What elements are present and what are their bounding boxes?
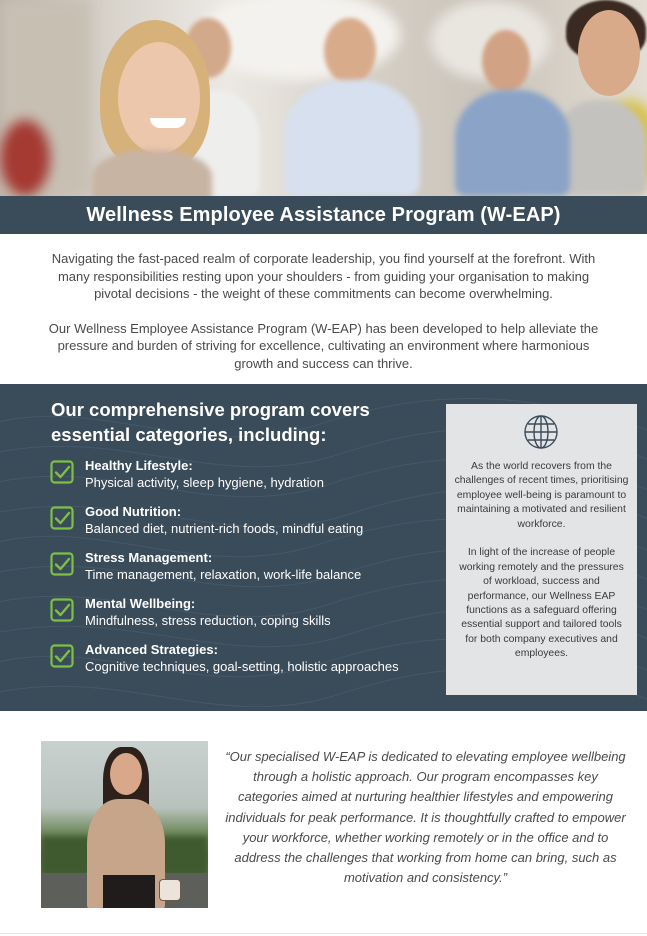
- check-icon: [50, 644, 74, 668]
- title-band: [0, 196, 647, 234]
- globe-icon: [523, 414, 559, 450]
- category-description: Time management, relaxation, work-life balance: [85, 567, 362, 582]
- intro-paragraph-2: Our Wellness Employee Assistance Program (W-EAP) has been developed to help alleviate the pressure and burden of striving for excellence, cultivating an environment where harmonious growth and success can thrive.: [48, 320, 599, 371]
- info-card: [446, 404, 637, 695]
- check-icon: [50, 552, 74, 576]
- category-title: Advanced Strategies:: [85, 642, 218, 657]
- card-paragraph-1: As the world recovers from the challenges of recent times, prioritising employee well-being is paramount to maintaining a motivated and resilient workforce.: [454, 461, 629, 530]
- intro-paragraph-1: Navigating the fast-paced realm of corporate leadership, you find yourself at the forefront. With many responsibilities resting upon your shoulders - from guiding your organisation to making pivotal decisions - the weight of these commitments can become overwhelming.: [51, 251, 596, 301]
- check-icon: [50, 506, 74, 530]
- program-heading: Our comprehensive program covers essential categories, including:: [51, 399, 370, 445]
- category-title: Stress Management:: [85, 550, 213, 565]
- category-description: Physical activity, sleep hygiene, hydration: [85, 475, 324, 490]
- category-description: Cognitive techniques, goal-setting, holistic approaches: [85, 659, 399, 674]
- portrait-photo: [41, 741, 208, 908]
- card-paragraph-2: In light of the increase of people working remotely and the pressures of workload, success and performance, our Wellness EAP functions as a safeguard offering essential support and tailored tools for both company executives and employees.: [459, 547, 624, 660]
- category-advanced-strategies: [50, 642, 430, 688]
- check-icon: [50, 460, 74, 484]
- card-text: [454, 460, 629, 676]
- intro-text: [40, 250, 607, 389]
- category-description: Mindfulness, stress reduction, coping skills: [85, 613, 331, 628]
- testimonial-quote: “Our specialised W-EAP is dedicated to elevating employee wellbeing through a holistic approach. Our program encompasses key categories aimed at nurturing healthier lifestyles and empowering individuals for peak performance. It is thoughtfully crafted to empower your workforce, whether working remotely or in the office and to address the challenges that working from home can bring, such as motivation and consistency.”: [225, 749, 626, 886]
- program-section: [0, 384, 647, 711]
- category-good-nutrition: [50, 504, 430, 550]
- page-title: Wellness Employee Assistance Program (W-EAP): [86, 203, 561, 226]
- category-list: [50, 458, 430, 688]
- category-title: Mental Wellbeing:: [85, 596, 196, 611]
- category-healthy-lifestyle: [50, 458, 430, 504]
- divider: [0, 933, 647, 934]
- category-mental-wellbeing: [50, 596, 430, 642]
- check-icon: [50, 598, 74, 622]
- category-stress-management: [50, 550, 430, 596]
- hero-photo: [0, 0, 647, 196]
- category-title: Good Nutrition:: [85, 504, 182, 519]
- category-description: Balanced diet, nutrient-rich foods, mindful eating: [85, 521, 364, 536]
- category-title: Healthy Lifestyle:: [85, 458, 193, 473]
